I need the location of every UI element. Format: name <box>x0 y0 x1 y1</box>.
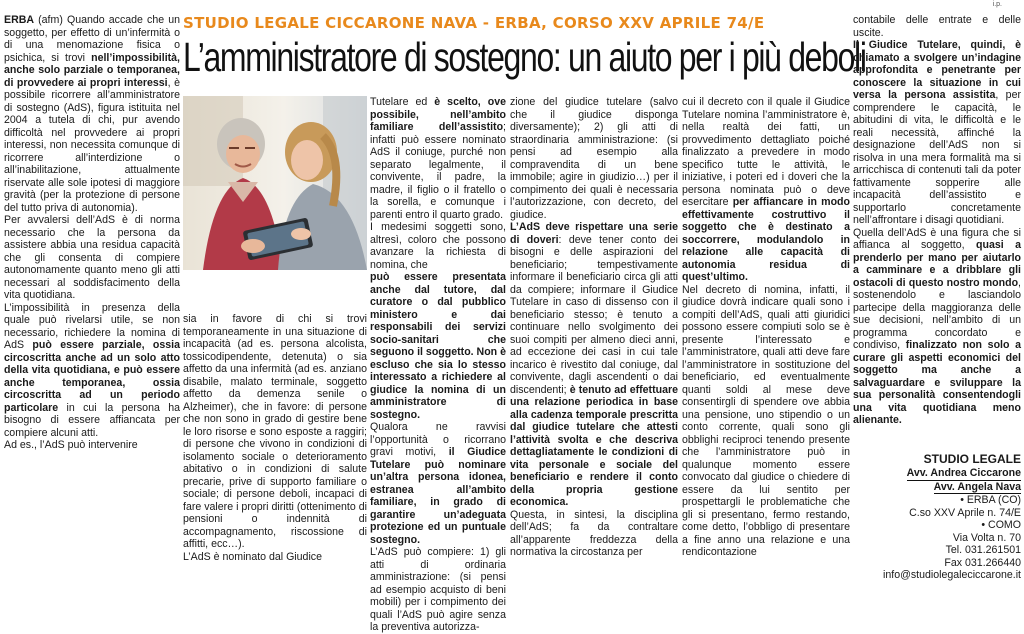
paragraph: L’AdS deve rispettare una serie di doveri: deve tener conto dei bisogni e delle aspirazioni del beneficiario; tempestivamente informare il beneficiario circa gli atti da compiere; informare il Giudice Tutelare in caso di dissenso con il beneficiario stesso; è tenuto a continuare nello svolgimento dei suoi compiti per almeno dieci anni, ad eccezione dei casi in cui tale incarico è rivestito dal coniuge, dal convivente, dagli ascendenti o dai discendenti; è tenuto ad effettuare una relazione periodica in base alla cadenza temporale prescritta dal giudice tutelare che attesti l’attività svolta e che descriva dettagliatamente le condizioni di vita personale e sociale del beneficiario e rendere il conto della propria gestione economica. <box>510 221 678 508</box>
firm-name: STUDIO LEGALE <box>923 452 1021 466</box>
article-photo <box>183 96 367 270</box>
paragraph: cui il decreto con il quale il Giudice Tutelare nomina l’amministratore è, nella realtà dei fatti, un provvedimento dettagliato poiché finalizzato a prevedere in modo specifico tutte le attività, le iniziative, i poteri ed i doveri che la persona nominata può o deve esercitare per affiancare in modo effettivamente costruttivo il soggetto che è destinato a soccorrere, modulandolo in relazione alle capacità di autonomia residua di quest’ultimo. <box>682 96 850 283</box>
article-column-2 <box>183 313 367 575</box>
paragraph: Nel decreto di nomina, infatti, il giudice dovrà indicare quali sono i compiti dell’AdS, quali atti giuridici possono essere compiuti solo se è presente l’interessato e l’amministratore, quali atti deve fare l’amministratore in sostituzione del beneficiario, ed eventualmente quanti soldi al mese deve consentirgli di spendere ove abbia una pensione, uno stipendio o un conto corrente, quali sono gli obblighi reciproci tenendo presente che l’amministratore può in qualunque momento essere convocato dal giudice o chiedere di essere da lui sentito per prospettargli le problematiche che gli si presentano, fermo restando, come detto, l’obbligo di presentare a fine anno una relazione e una rendicontazione <box>682 283 850 558</box>
office-location: • ERBA (CO) <box>960 494 1021 506</box>
article-column-5 <box>682 96 850 576</box>
lawyer-name: Avv. Angela Nava <box>933 480 1021 493</box>
kicker: STUDIO LEGALE CICCARONE NAVA - ERBA, CORSO XXV APRILE 74/E <box>183 14 765 32</box>
paragraph: L’impossibilità in presenza della quale può rivelarsi utile, se non necessario, richiedere la nomina di AdS può essere parziale, ossia circoscritta anche ad un solo atto della vita quotidiana, e può essere anche temporanea, ossia circoscritta ad un periodo particolare in cui la persona ha bisogno di essere affiancata per compiere alcuni atti. <box>4 301 180 439</box>
lawyer-name: Avv. Andrea Ciccarone <box>906 467 1021 479</box>
paragraph: Quella dell’AdS è una figura che si affianca al soggetto, quasi a prenderlo per mano per aiutarlo a camminare e a dribblare gli ostacoli di questo nostro mondo, sostenendolo e lasciandolo partecipe della maggioranza delle sue decisioni, nell’ambito di un programma concordato e condiviso, finalizzato non solo a curare gli aspetti economici del soggetto ma anche a salvaguardare e sviluppare la sua personalità consentendogli una vita quotidiana meno alienante. <box>853 226 1021 426</box>
dateline: ERBA <box>4 14 35 26</box>
corner-mark: i.p. <box>992 1 1002 8</box>
paragraph: Per avvalersi dell’AdS è di norma necessario che la persona da assistere abbia una residua capacità che gli consenta di compiere autonomamente quanto meno gli atti necessari al soddisfacimento della vita quotidiana. <box>4 214 180 301</box>
paragraph: L’AdS è nominato dal Giudice <box>183 550 322 563</box>
paragraph: L’AdS può compiere: 1) gli atti di ordinaria amministrazione: (si pensi ad esempio acquisto di beni mobili) per i compimento dei quali l’AdS può agire senza la preventiva autorizza- <box>370 546 506 633</box>
paragraph: Questa, in sintesi, la disciplina dell’AdS; fa da contraltare all’apparente freddezza della normativa la circostanza per <box>510 508 678 558</box>
fax-number: Fax 031.266440 <box>944 556 1021 569</box>
paragraph: Qualora ne ravvisi l’opportunità o ricorrano gravi motivi, il Giudice Tutelare può nominare un’altra persona idonea, estranea all’ambito familiare, in grado di garantire un’adeguata protezione ed un puntuale sostegno. <box>370 421 506 546</box>
email-address: info@studiolegaleciccarone.it <box>883 569 1021 581</box>
article-column-1 <box>4 14 180 577</box>
paragraph: I medesimi soggetti sono, altresì, coloro che possono avanzare la richiesta di nomina, che <box>370 221 506 271</box>
article-column-3 <box>370 96 506 633</box>
paragraph: contabile delle entrate e delle uscite. <box>853 14 1021 39</box>
paragraph: Tutelare ed è scelto, ove possibile, nell’ambito familiare dell’assistito; infatti può essere nominato AdS il coniuge, purché non separato legalmente, il convivente, il padre, la madre, il figlio o il fratello o la sorella, e comunque i parenti entro il quarto grado. <box>370 96 506 221</box>
paragraph: ERBA (afm) Quando accade che un soggetto, per effetto di un’infermità o di una menomazione fisica o psichica, si trovi nell’impossibilità, anche solo parziale o temporanea, di provvedere ai propri interessi, è possibile ricorrere all’amministratore di sostegno (AdS), figura istituita nel 2004 a tutela di chi, pur avendo difficoltà nel provvedere ai propri interessi, non necessita comunque di ricorrere all’interdizione o all’inabilitazione, attualmente riservate alle sole ipotesi di maggiore gravità (per la protezione di persone del tutto priva di autonomia). <box>4 14 180 214</box>
paragraph: Ad es., l’AdS può intervenire <box>4 439 138 451</box>
article-column-6 <box>853 14 1021 464</box>
phone-number: Tel. 031.261501 <box>945 544 1021 556</box>
article-column-4 <box>510 96 678 576</box>
byline: (afm) <box>38 14 63 26</box>
office-location: • COMO <box>981 519 1021 531</box>
signature-block <box>853 452 1021 582</box>
office-address: C.so XXV Aprile n. 74/E <box>909 506 1021 519</box>
paragraph: zione del giudice tutelare (salvo che il giudice disponga diversamente); 2) gli atti di straordinaria amministrazione: (si pensi ad esempio alla compravendita di un bene immobile; agire in giudizio…) per il compimento dei quali è necessaria l’autorizzazione, con decreto, del giudice. <box>510 96 678 221</box>
paragraph: sia in favore di chi si trovi temporaneamente in una situazione di incapacità (ad es. persona alcolista, tossicodipendente, detenuta) o sia affetto da una infermità (ad es. anziano disabile, malato terminale, soggetto affetto da demenza senile o Alzheimer), che in favore: di persone che non sono in grado di gestire bene le loro risorse e sono esposte a raggiri; di persone che vivono in condizioni di isolamento sociale o deterioramento abitativo o in condizioni di salute precarie, prive di supporto familiare o sociale; di persone deboli, incapaci di fare valere i propri diritti (ottenimento di pensioni o indennità di accompagnamento, riscossione di affitti, ecc…). <box>183 313 367 550</box>
headline: L’amministratore di sostegno: un aiuto per i più deboli <box>183 34 866 80</box>
paragraph: può essere presentata anche dal tutore, dal curatore o dal pubblico ministero e dai responsabili dei servizi socio-sanitari che seguono il soggetto. Non è escluso che sia lo stesso interessato a richiedere al giudice la nomina di un amministratore di sostegno. <box>370 271 506 421</box>
office-address: Via Volta n. 70 <box>952 531 1021 544</box>
photo-elderly-woman-and-caregiver-icon <box>183 96 367 270</box>
paragraph: Il Giudice Tutelare, quindi, è chiamato a svolgere un’indagine approfondita e penetrante per conoscere la situazione in cui versa la persona assistita, per comprendere le capacità, le abitudini di vita, le difficoltà e le reali necessità, affinché la designazione dell’AdS non si risolva in una mera formalità ma si arricchisca di contenuti tali da poter fattivamente sopperire alle incapacità dell’assistito e supportarlo concretamente nell’affrontare i disagi quotidiani. <box>853 39 1021 226</box>
